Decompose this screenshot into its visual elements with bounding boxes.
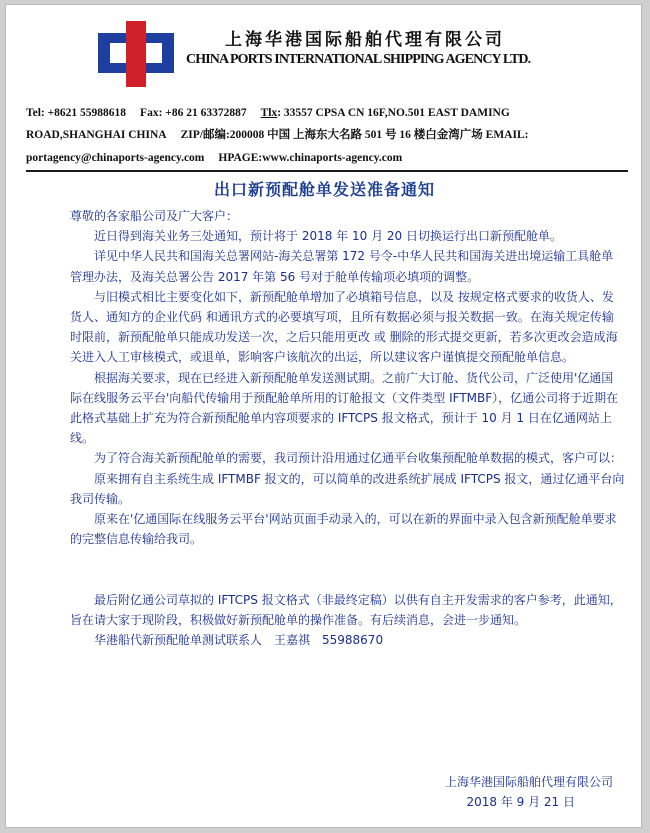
notice-title: 出口新预配舱单发送准备通知 bbox=[213, 180, 435, 199]
document-page bbox=[5, 4, 642, 828]
road: ROAD,SHANGHAI CHINA bbox=[26, 129, 167, 142]
signature-company: 上海华港国际船舶代理有限公司 bbox=[444, 775, 613, 789]
notice-body bbox=[70, 206, 625, 650]
telex-label: Tlx bbox=[260, 107, 278, 119]
company-name-cn: 上海华港国际船舶代理有限公司 bbox=[225, 30, 505, 50]
blank-line bbox=[70, 570, 625, 590]
email-link[interactable]: portagency@chinaports-agency.com bbox=[26, 151, 205, 164]
paragraph-5: 为了符合海关新预配舱单的需要，我司预计沿用通过亿通平台收集预配舱单数据的模式，客户可以： bbox=[94, 451, 623, 466]
company-logo-icon bbox=[96, 21, 176, 87]
header-divider bbox=[26, 170, 628, 172]
zip-address: ZIP/邮编:200008 中国 上海东大名路 501 号 16 楼白金湾广场 EMAIL: bbox=[180, 129, 529, 142]
closing-paragraph: 最后附亿通公司草拟的 IFTCPS 报文格式（非最终定稿）以供有自主开发需求的客户参考，此通知，旨在请大家于现阶段，积极做好新预配舱单的操作准备。有后续消息，会进一步通知。 bbox=[70, 592, 622, 628]
signature-date: 2018 年 9 月 21 日 bbox=[466, 795, 575, 809]
contact-line-1 bbox=[26, 102, 631, 124]
contact-line-2 bbox=[26, 124, 631, 146]
contact-line-3 bbox=[26, 147, 631, 169]
contact-block bbox=[26, 102, 631, 169]
telex-address: : 33557 CPSA CN 16F,NO.501 EAST DAMING bbox=[277, 107, 510, 119]
test-contact-line: 华港船代新预配舱单测试联系人 王嘉祺 55988670 bbox=[94, 633, 384, 648]
logo-red-bar bbox=[126, 21, 146, 87]
fax: Fax: +86 21 63372887 bbox=[140, 107, 247, 119]
paragraph-4: 根据海关要求，现在已经进入新预配舱单发送测试期。之前广大订舱、货代公司，广泛使用'亿通国际在线服务云平台'向船代传输用于预配舱单所用的订舱报文（文件类型 IFTMBF），亿通公司将于近期在此格式基础上扩充为符合新预配舱单内容项要求的 IFTCPS 报文格式，预计于 10 月 1 日在亿通网站上线。 bbox=[70, 370, 619, 446]
signature-block bbox=[445, 772, 613, 812]
paragraph-3: 与旧模式相比主要变化如下，新预配舱单增加了必填箱号信息，以及 按规定格式要求的收货人、发货人、通知方的企业代码 和通讯方式的必要填写项，且所有数据必须与报关数据一致。在海关规定传输时限前，新预配舱单只能成功发送一次，之后只能用更改 或 删除的形式提交更新，若多次更改会造成海关进入人工审核模式，或退单，影响客户该航次的出运，所以建议客户谨慎提交预配舱单信息。 bbox=[70, 289, 618, 365]
paragraph-1: 近日得到海关业务三处通知，预计将于 2018 年 10 月 20 日切换运行出口新预配舱单。 bbox=[94, 229, 562, 244]
paragraph-7: 原来在'亿通国际在线服务云平台'网站页面手动录入的，可以在新的界面中录入包含新预配舱单要求的完整信息传输给我司。 bbox=[70, 512, 617, 547]
company-name-en: CHINA PORTS INTERNATIONAL SHIPPING AGENCY LTD. bbox=[186, 52, 531, 67]
homepage-link[interactable]: HPAGE:www.chinaports-agency.com bbox=[218, 151, 403, 164]
greeting: 尊敬的各家船公司及广大客户： bbox=[70, 209, 239, 223]
paragraph-6: 原来拥有自主系统生成 IFTMBF 报文的，可以简单的改进系统扩展成 IFTCPS 报文，通过亿通平台向我司传输。 bbox=[70, 471, 625, 506]
tel: Tel: +8621 55988618 bbox=[26, 107, 127, 119]
paragraph-2: 详见中华人民共和国海关总署网站-海关总署第 172 号令-中华人民共和国海关进出境运输工具舱单管理办法，及海关总署公告 2017 年第 56 号对于舱单传输项必填项的调整。 bbox=[70, 249, 614, 284]
blank-line bbox=[70, 549, 625, 569]
